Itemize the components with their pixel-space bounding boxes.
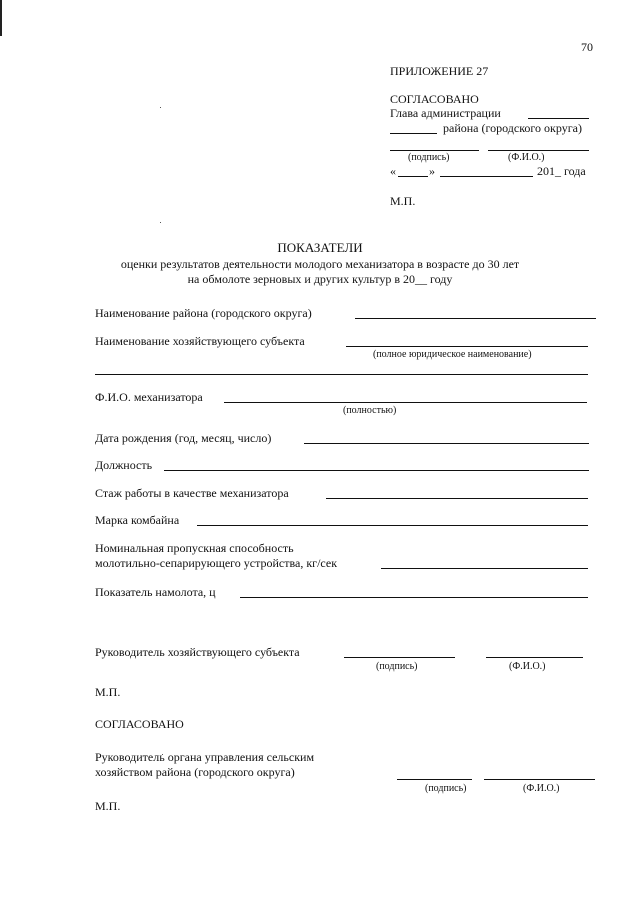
footer-agreed-label: СОГЛАСОВАНО [95,717,184,731]
position-label: Должность [95,458,153,472]
agri-head-label-line1: Руководитель органа управления сельским [95,750,315,764]
date-quote-close: » [429,164,435,178]
capacity-label-line1: Номинальная пропускная способность [95,541,294,555]
threshing-label: Показатель намолота, ц [95,585,216,599]
entity-name-input-continued[interactable] [95,374,588,375]
scan-dot [160,107,161,108]
date-year-label: 201_ года [537,164,586,178]
agri-head-sign-field[interactable] [397,779,472,780]
entity-head-sign-caption: (подпись) [376,661,418,672]
page-number: 70 [581,40,593,54]
scan-edge-mark [0,0,2,36]
agri-head-sign-caption: (подпись) [425,783,467,794]
entity-head-label: Руководитель хозяйствующего субъекта [95,645,300,659]
operator-fio-label: Ф.И.О. механизатора [95,390,203,404]
entity-head-sign-field[interactable] [344,657,455,658]
head-admin-field[interactable] [528,118,589,119]
threshing-input[interactable] [240,597,588,598]
document-subtitle-line1: оценки результатов деятельности молодого механизатора в возрасте до 30 лет [120,257,520,271]
fio-caption: (Ф.И.О.) [508,152,545,163]
agri-head-label-line2: хозяйством района (городского округа) [95,765,295,779]
appendix-label: ПРИЛОЖЕНИЕ 27 [390,64,489,78]
experience-label: Стаж работы в качестве механизатора [95,486,289,500]
entity-head-fio-field[interactable] [486,657,583,658]
combine-model-input[interactable] [197,525,588,526]
district-name-label: Наименование района (городского округа) [95,306,312,320]
date-day-field[interactable] [398,176,428,177]
district-name-field[interactable] [390,133,437,134]
sign-caption: (подпись) [408,152,450,163]
stamp-label: М.П. [390,194,416,208]
experience-input[interactable] [326,498,588,499]
entity-name-input[interactable] [346,346,588,347]
agreed-label: СОГЛАСОВАНО [390,92,479,106]
agri-head-fio-caption: (Ф.И.О.) [523,783,560,794]
agri-head-fio-field[interactable] [484,779,595,780]
entity-head-fio-caption: (Ф.И.О.) [509,661,546,672]
stamp-label-1: М.П. [95,685,121,699]
date-quote-open: « [390,164,396,178]
stamp-label-2: М.П. [95,799,121,813]
capacity-input[interactable] [381,568,588,569]
entity-name-hint: (полное юридическое наименование) [373,349,532,360]
date-month-field[interactable] [440,176,533,177]
entity-name-label: Наименование хозяйствующего субъекта [95,334,305,348]
head-admin-label: Глава администрации [390,106,501,120]
combine-model-label: Марка комбайна [95,513,180,527]
operator-fio-hint: (полностью) [343,405,397,416]
capacity-label-line2: молотильно-сепарирующего устройства, кг/сек [95,556,338,570]
document-title: ПОКАЗАТЕЛИ [277,240,363,255]
birth-date-input[interactable] [304,443,589,444]
scan-dot [160,222,161,223]
birth-date-label: Дата рождения (год, месяц, число) [95,431,272,445]
document-subtitle-line2: на обмолоте зерновых и других культур в 20__ году [187,272,453,286]
district-label: района (городского округа) [443,121,582,135]
district-name-input[interactable] [355,318,596,319]
operator-fio-input[interactable] [224,402,587,403]
position-input[interactable] [164,470,589,471]
